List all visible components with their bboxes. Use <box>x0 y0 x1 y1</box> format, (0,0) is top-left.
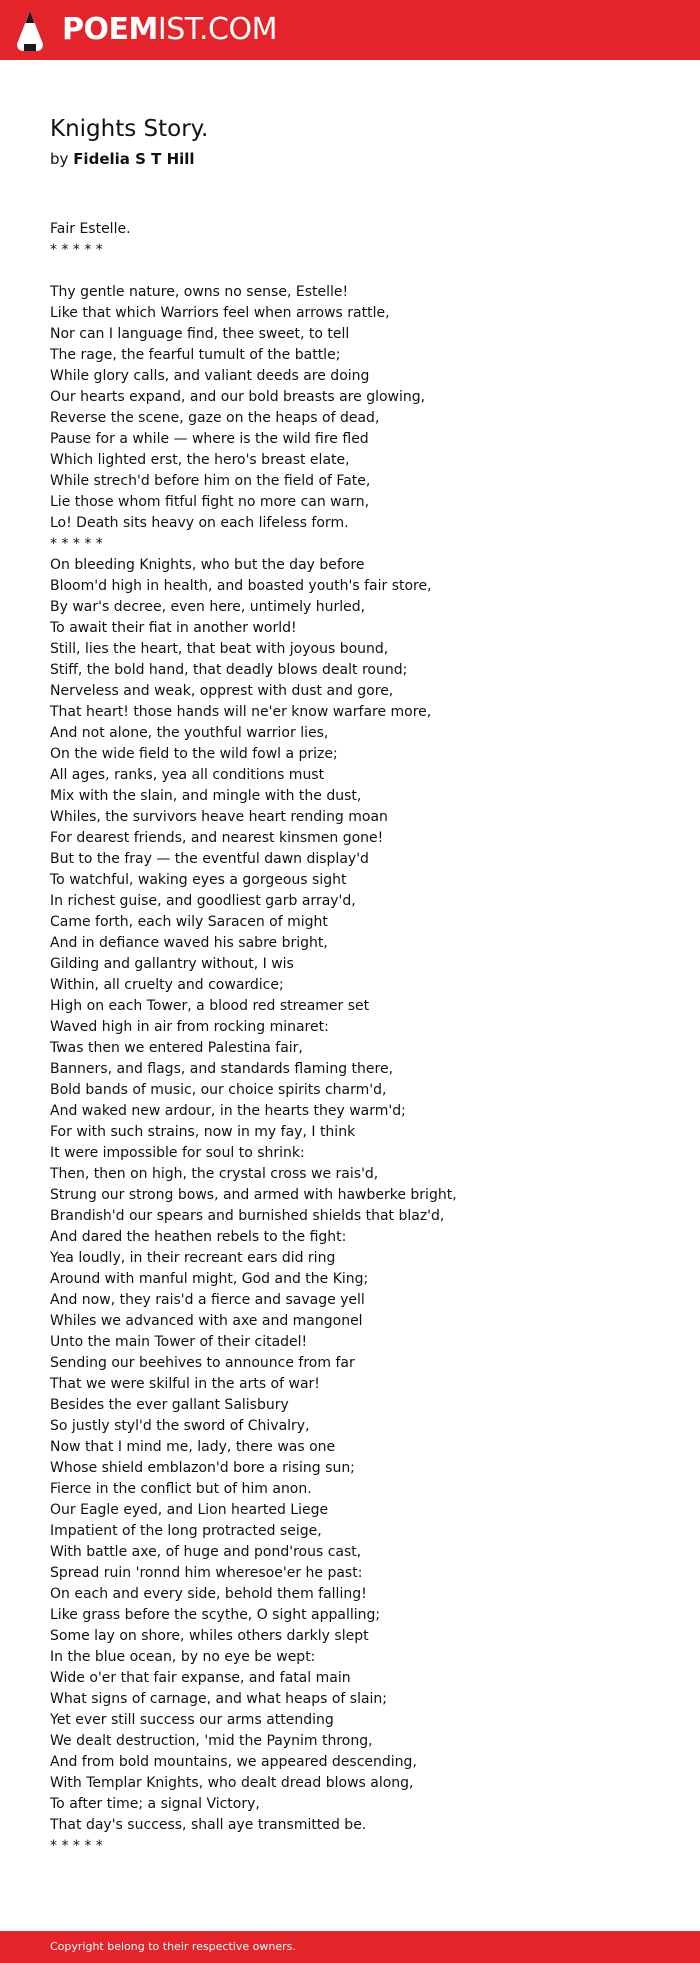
poem-line: And now, they rais'd a fierce and savage yell <box>50 1292 365 1308</box>
poem-line: Which lighted erst, the hero's breast elate, <box>50 452 350 468</box>
poem-line: Mix with the slain, and mingle with the dust, <box>50 788 362 804</box>
poem-line: What signs of carnage, and what heaps of slain; <box>50 1691 388 1707</box>
poem-line: Fair Estelle. <box>50 221 131 237</box>
poem-line: That day's success, shall aye transmitted be. <box>50 1817 367 1833</box>
poem-line: And in defiance waved his sabre bright, <box>50 935 328 951</box>
poem-line: Twas then we entered Palestina fair, <box>50 1040 303 1056</box>
poem-line: Strung our strong bows, and armed with hawberke bright, <box>50 1187 457 1203</box>
poem-line: Reverse the scene, gaze on the heaps of dead, <box>50 410 380 426</box>
logo-light-text: IST.COM <box>157 12 277 47</box>
poem-line: Like grass before the scythe, O sight appalling; <box>50 1607 381 1623</box>
poem-line: Wide o'er that fair expanse, and fatal main <box>50 1670 351 1686</box>
poem-line: Nor can I language find, thee sweet, to tell <box>50 326 350 342</box>
poem-line: While strech'd before him on the field of Fate, <box>50 473 371 489</box>
poem-line: Whiles, the survivors heave heart rending moan <box>50 809 388 825</box>
poem-line: And dared the heathen rebels to the fight: <box>50 1229 347 1245</box>
site-footer <box>0 1931 700 1963</box>
poem-line: Yea loudly, in their recreant ears did ring <box>50 1250 336 1266</box>
poem-line: So justly styl'd the sword of Chivalry, <box>50 1418 310 1434</box>
poem-line: Some lay on shore, whiles others darkly slept <box>50 1628 369 1644</box>
poem-line: While glory calls, and valiant deeds are doing <box>50 368 370 384</box>
by-label: by <box>50 150 69 168</box>
poem-line: On the wide field to the wild fowl a prize; <box>50 746 338 762</box>
poem-line: On each and every side, behold them falling! <box>50 1586 367 1602</box>
site-logo[interactable] <box>62 12 277 48</box>
poem-line: Gilding and gallantry without, I wis <box>50 956 294 972</box>
poem-line: Bloom'd high in health, and boasted youth's fair store, <box>50 578 432 594</box>
poem-body <box>50 219 670 1857</box>
site-header <box>0 0 700 60</box>
poem-line: Now that I mind me, lady, there was one <box>50 1439 336 1455</box>
poem-line: Thy gentle nature, owns no sense, Estelle! <box>50 284 349 300</box>
poem-line: Spread ruin 'ronnd him wheresoe'er he past: <box>50 1565 363 1581</box>
section-divider: * * * * * <box>50 1838 103 1854</box>
poem-line: Around with manful might, God and the King; <box>50 1271 369 1287</box>
poem-line: Yet ever still success our arms attending <box>50 1712 334 1728</box>
poem-line: That heart! those hands will ne'er know warfare more, <box>50 704 432 720</box>
section-divider: * * * * * <box>50 536 103 552</box>
poem-line: It were impossible for soul to shrink: <box>50 1145 305 1161</box>
poem-line: To after time; a signal Victory, <box>50 1796 260 1812</box>
poem-line: To await their fiat in another world! <box>50 620 297 636</box>
copyright-text: Copyright belong to their respective owners. <box>50 1940 296 1953</box>
poem-line: On bleeding Knights, who but the day before <box>50 557 365 573</box>
poem-line: With Templar Knights, who dealt dread blows along, <box>50 1775 414 1791</box>
poem-author[interactable]: Fidelia S T Hill <box>73 150 195 168</box>
poem-line: Sending our beehives to announce from far <box>50 1355 355 1371</box>
poem-line: That we were skilful in the arts of war! <box>50 1376 320 1392</box>
poem-line: For dearest friends, and nearest kinsmen gone! <box>50 830 384 846</box>
section-divider: * * * * * <box>50 242 103 258</box>
poem-line: Our hearts expand, and our bold breasts are glowing, <box>50 389 426 405</box>
poem-byline <box>50 148 195 170</box>
poem-line: Banners, and flags, and standards flaming there, <box>50 1061 394 1077</box>
poem-line: Stiff, the bold hand, that deadly blows dealt round; <box>50 662 408 678</box>
poem-line: Still, lies the heart, that beat with joyous bound, <box>50 641 389 657</box>
poem-line: Waved high in air from rocking minaret: <box>50 1019 329 1035</box>
poem-line: Came forth, each wily Saracen of might <box>50 914 328 930</box>
poem-line: Fierce in the conflict but of him anon. <box>50 1481 312 1497</box>
poem-line: Pause for a while — where is the wild fire fled <box>50 431 369 447</box>
poem-line: To watchful, waking eyes a gorgeous sight <box>50 872 347 888</box>
poem-line: We dealt destruction, 'mid the Paynim throng, <box>50 1733 373 1749</box>
poem-line: Besides the ever gallant Salisbury <box>50 1397 289 1413</box>
poem-line: Brandish'd our spears and burnished shields that blaz'd, <box>50 1208 445 1224</box>
poem-line: And waked new ardour, in the hearts they warm'd; <box>50 1103 406 1119</box>
poem-line: But to the fray — the eventful dawn display'd <box>50 851 369 867</box>
poem-line: Then, then on high, the crystal cross we rais'd, <box>50 1166 379 1182</box>
poem-line: For with such strains, now in my fay, I think <box>50 1124 356 1140</box>
poem-title: Knights Story. <box>50 116 209 142</box>
poem-line: Unto the main Tower of their citadel! <box>50 1334 308 1350</box>
poem-line: By war's decree, even here, untimely hurled, <box>50 599 366 615</box>
poem-line: With battle axe, of huge and pond'rous cast, <box>50 1544 362 1560</box>
logo-bold-text: POEM <box>62 12 158 47</box>
poem-line: And not alone, the youthful warrior lies, <box>50 725 329 741</box>
poem-line: High on each Tower, a blood red streamer set <box>50 998 370 1014</box>
poem-line: Our Eagle eyed, and Lion hearted Liege <box>50 1502 329 1518</box>
poem-line: Lie those whom fitful fight no more can warn, <box>50 494 370 510</box>
poem-line: Bold bands of music, our choice spirits charm'd, <box>50 1082 387 1098</box>
poem-line: All ages, ranks, yea all conditions must <box>50 767 325 783</box>
poem-line: The rage, the fearful tumult of the battle; <box>50 347 341 363</box>
poem-line: Impatient of the long protracted seige, <box>50 1523 322 1539</box>
poem-line: In the blue ocean, by no eye be wept: <box>50 1649 316 1665</box>
poem-line: And from bold mountains, we appeared descending, <box>50 1754 417 1770</box>
poem-line: Like that which Warriors feel when arrows rattle, <box>50 305 390 321</box>
poem-line: Whose shield emblazon'd bore a rising sun; <box>50 1460 355 1476</box>
poem-line: Lo! Death sits heavy on each lifeless form. <box>50 515 349 531</box>
poem-line <box>50 261 670 282</box>
poem-line: Within, all cruelty and cowardice; <box>50 977 284 993</box>
poem-line: In richest guise, and goodliest garb array'd, <box>50 893 356 909</box>
pencil-tip-icon[interactable] <box>16 10 44 52</box>
poem-line: Whiles we advanced with axe and mangonel <box>50 1313 363 1329</box>
poem-line: Nerveless and weak, opprest with dust and gore, <box>50 683 394 699</box>
